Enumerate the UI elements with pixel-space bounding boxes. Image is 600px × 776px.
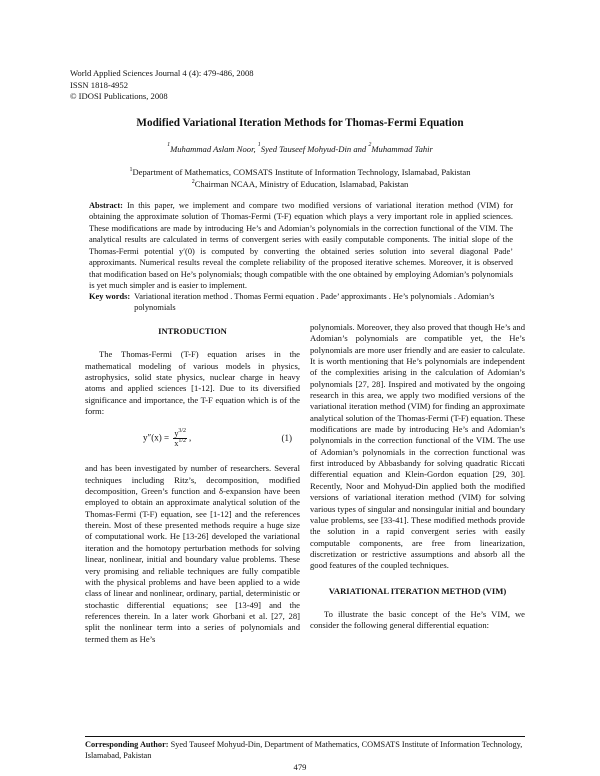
author-sup: 1 <box>167 142 171 148</box>
author-sup: 2 <box>368 142 372 148</box>
equation-number: (1) <box>281 432 292 443</box>
affiliation-text: Department of Mathematics, COMSATS Institute of Information Technology, Islamabad, Pakistan <box>132 167 471 177</box>
numerator-exp: 3/2 <box>178 427 186 434</box>
author-name: Muhammad Aslam Noor, <box>170 144 256 154</box>
denominator-base: x <box>174 438 179 448</box>
journal-issn: ISSN 1818-4952 <box>70 79 129 90</box>
section-heading-vim: VARIATIONAL ITERATION METHOD (VIM) <box>328 585 507 596</box>
equation-tail: , <box>189 432 192 443</box>
keywords-label: Key words: <box>89 292 131 301</box>
fraction-denominator <box>174 439 186 448</box>
paper-title: Modified Variational Iteration Methods for Thomas-Fermi Equation <box>136 117 464 129</box>
footer-label: Corresponding Author: <box>85 740 169 749</box>
denominator-exp: 1/2 <box>178 437 186 444</box>
equation-body <box>143 429 191 448</box>
page-number: 479 <box>293 762 307 772</box>
keywords <box>89 291 513 313</box>
affiliation-text: Chairman NCAA, Ministry of Education, Islamabad, Pakistan <box>194 179 409 189</box>
journal-copyright: © IDOSI Publications, 2008 <box>70 91 168 102</box>
affiliation-sup: 2 <box>191 179 195 185</box>
section-heading-introduction: INTRODUCTION <box>158 326 227 336</box>
paragraph: The Thomas-Fermi (T-F) equation arises in the mathematical modeling of various models in physics, astrophysics, solid state physics, nuclear charge in heavy atoms and applied sciences [1-12]. Due to its diversified significance and importance, the T-F equation which is of the form: <box>85 349 300 417</box>
affiliations <box>0 166 600 190</box>
keywords-text: Variational iteration method . Thomas Fermi equation . Pade’ approximants . He’s polynomials . Adomian’s polynomials <box>134 292 495 313</box>
footer-text: Syed Tauseef Mohyud-Din, Department of Mathematics, COMSATS Institute of Information Technology, Islamabad, Pakistan <box>85 740 523 760</box>
journal-citation: World Applied Sciences Journal 4 (4): 479-486, 2008 <box>70 68 254 78</box>
paragraph: polynomials. Moreover, they also proved that though He’s and Adomian’s polynomials are compatible yet, the He’s polynomials are more user friendly and are easier to calculate. It is worth mentioning that He’s polynomials are independent of the complexities arising in the calculation of Adomian’s polynomials [27, 28]. Inspired and motivated by the ongoing research in this area, we apply two modified versions of the variational iteration method (VIM) for finding an approximate analytical solution of the Thomas-Fermi (T-F) equation. These modifications are made by introducing He’s and Adomian’s polynomials in the correction functional of the VIM. The use of Adomian’s polynomials in the correction functional was first introduced by Abbasbandy for solving quadratic Riccati differential equation and Klein-Gordon equation [29, 30]. Recently, Noor and Mohyud-Din applied both the modified versions of variational iteration method (VIM) for solving various types of singular and nonsingular initial and boundary value problems, see [33-41]. These modified methods provide the solution in a rapid convergent series with easily computable components, are free from linearization, discretization or restrictive assumptions and absorb all the good features of the coupled techniques. <box>310 322 525 571</box>
affiliation-line <box>0 166 600 178</box>
corresponding-author-footer <box>85 740 525 761</box>
equation-1 <box>85 421 300 455</box>
abstract-text: In this paper, we implement and compare two modified versions of variational iteration method (VIM) for obtaining the approximate solution of Thomas-Fermi (T-F) equation which plays a very important role in applied sciences. These modifications are made by introducing He’s and Adomian’s polynomials in the correction functional of the VIM. The analytical results are calculated in terms of convergent series with easily computable components. The initial slope of the Thomas-Fermi potential y′(0) is computed by converting the obtained series solution into several diagonal Pade’ approximants. Numerical results reveal the complete reliability of the proposed iterative schemes. Moreover, it is observed that modification based on He’s polynomials; though compatible with the one obtained by employing Adomian’s polynomials is yet much simpler and is easier to implement. <box>89 201 514 291</box>
abstract-label: Abstract: <box>89 201 123 210</box>
numerator-base: y <box>174 428 179 438</box>
author-sup: 1 <box>257 142 261 148</box>
equation-fraction <box>173 429 187 448</box>
affiliation-line <box>0 178 600 190</box>
footer-rule <box>85 736 525 737</box>
abstract <box>89 200 513 292</box>
paragraph: To illustrate the basic concept of the He’s VIM, we consider the following general differential equation: <box>310 608 525 631</box>
paragraph: and has been investigated by number of researchers. Several techniques including Ritz’s, decomposition, modified decomposition, Green’s function and δ-expansion have been employed to obtain an approximate analytical solution of the Thomas-Fermi (T-F) equation, see [1-12] and the references therein. Most of these presented methods require a huge size of computational work. He [13-26] developed the variational iteration and the homotopy perturbation methods for solving linear, nonlinear, initial and boundary value problems. These very promising and reliable techniques are fully compatible with the physical problems and have been applied to a wide class of linear and nonlinear, ordinary, partial, deterministic or stochastic differential equations; see [13-49] and the references therein. In a later work Ghorbani et al. [27, 28] split the nonlinear term into a series of polynomials and termed them as He’s <box>85 463 300 644</box>
equation-lhs: y″(x) = <box>143 432 170 443</box>
author-list <box>0 144 600 154</box>
right-column <box>310 322 525 632</box>
journal-info <box>70 68 254 103</box>
author-name: Syed Tauseef Mohyud-Din and <box>260 144 367 154</box>
affiliation-sup: 1 <box>129 167 133 173</box>
left-column <box>85 322 300 645</box>
author-name: Muhammad Tahir <box>371 144 433 154</box>
